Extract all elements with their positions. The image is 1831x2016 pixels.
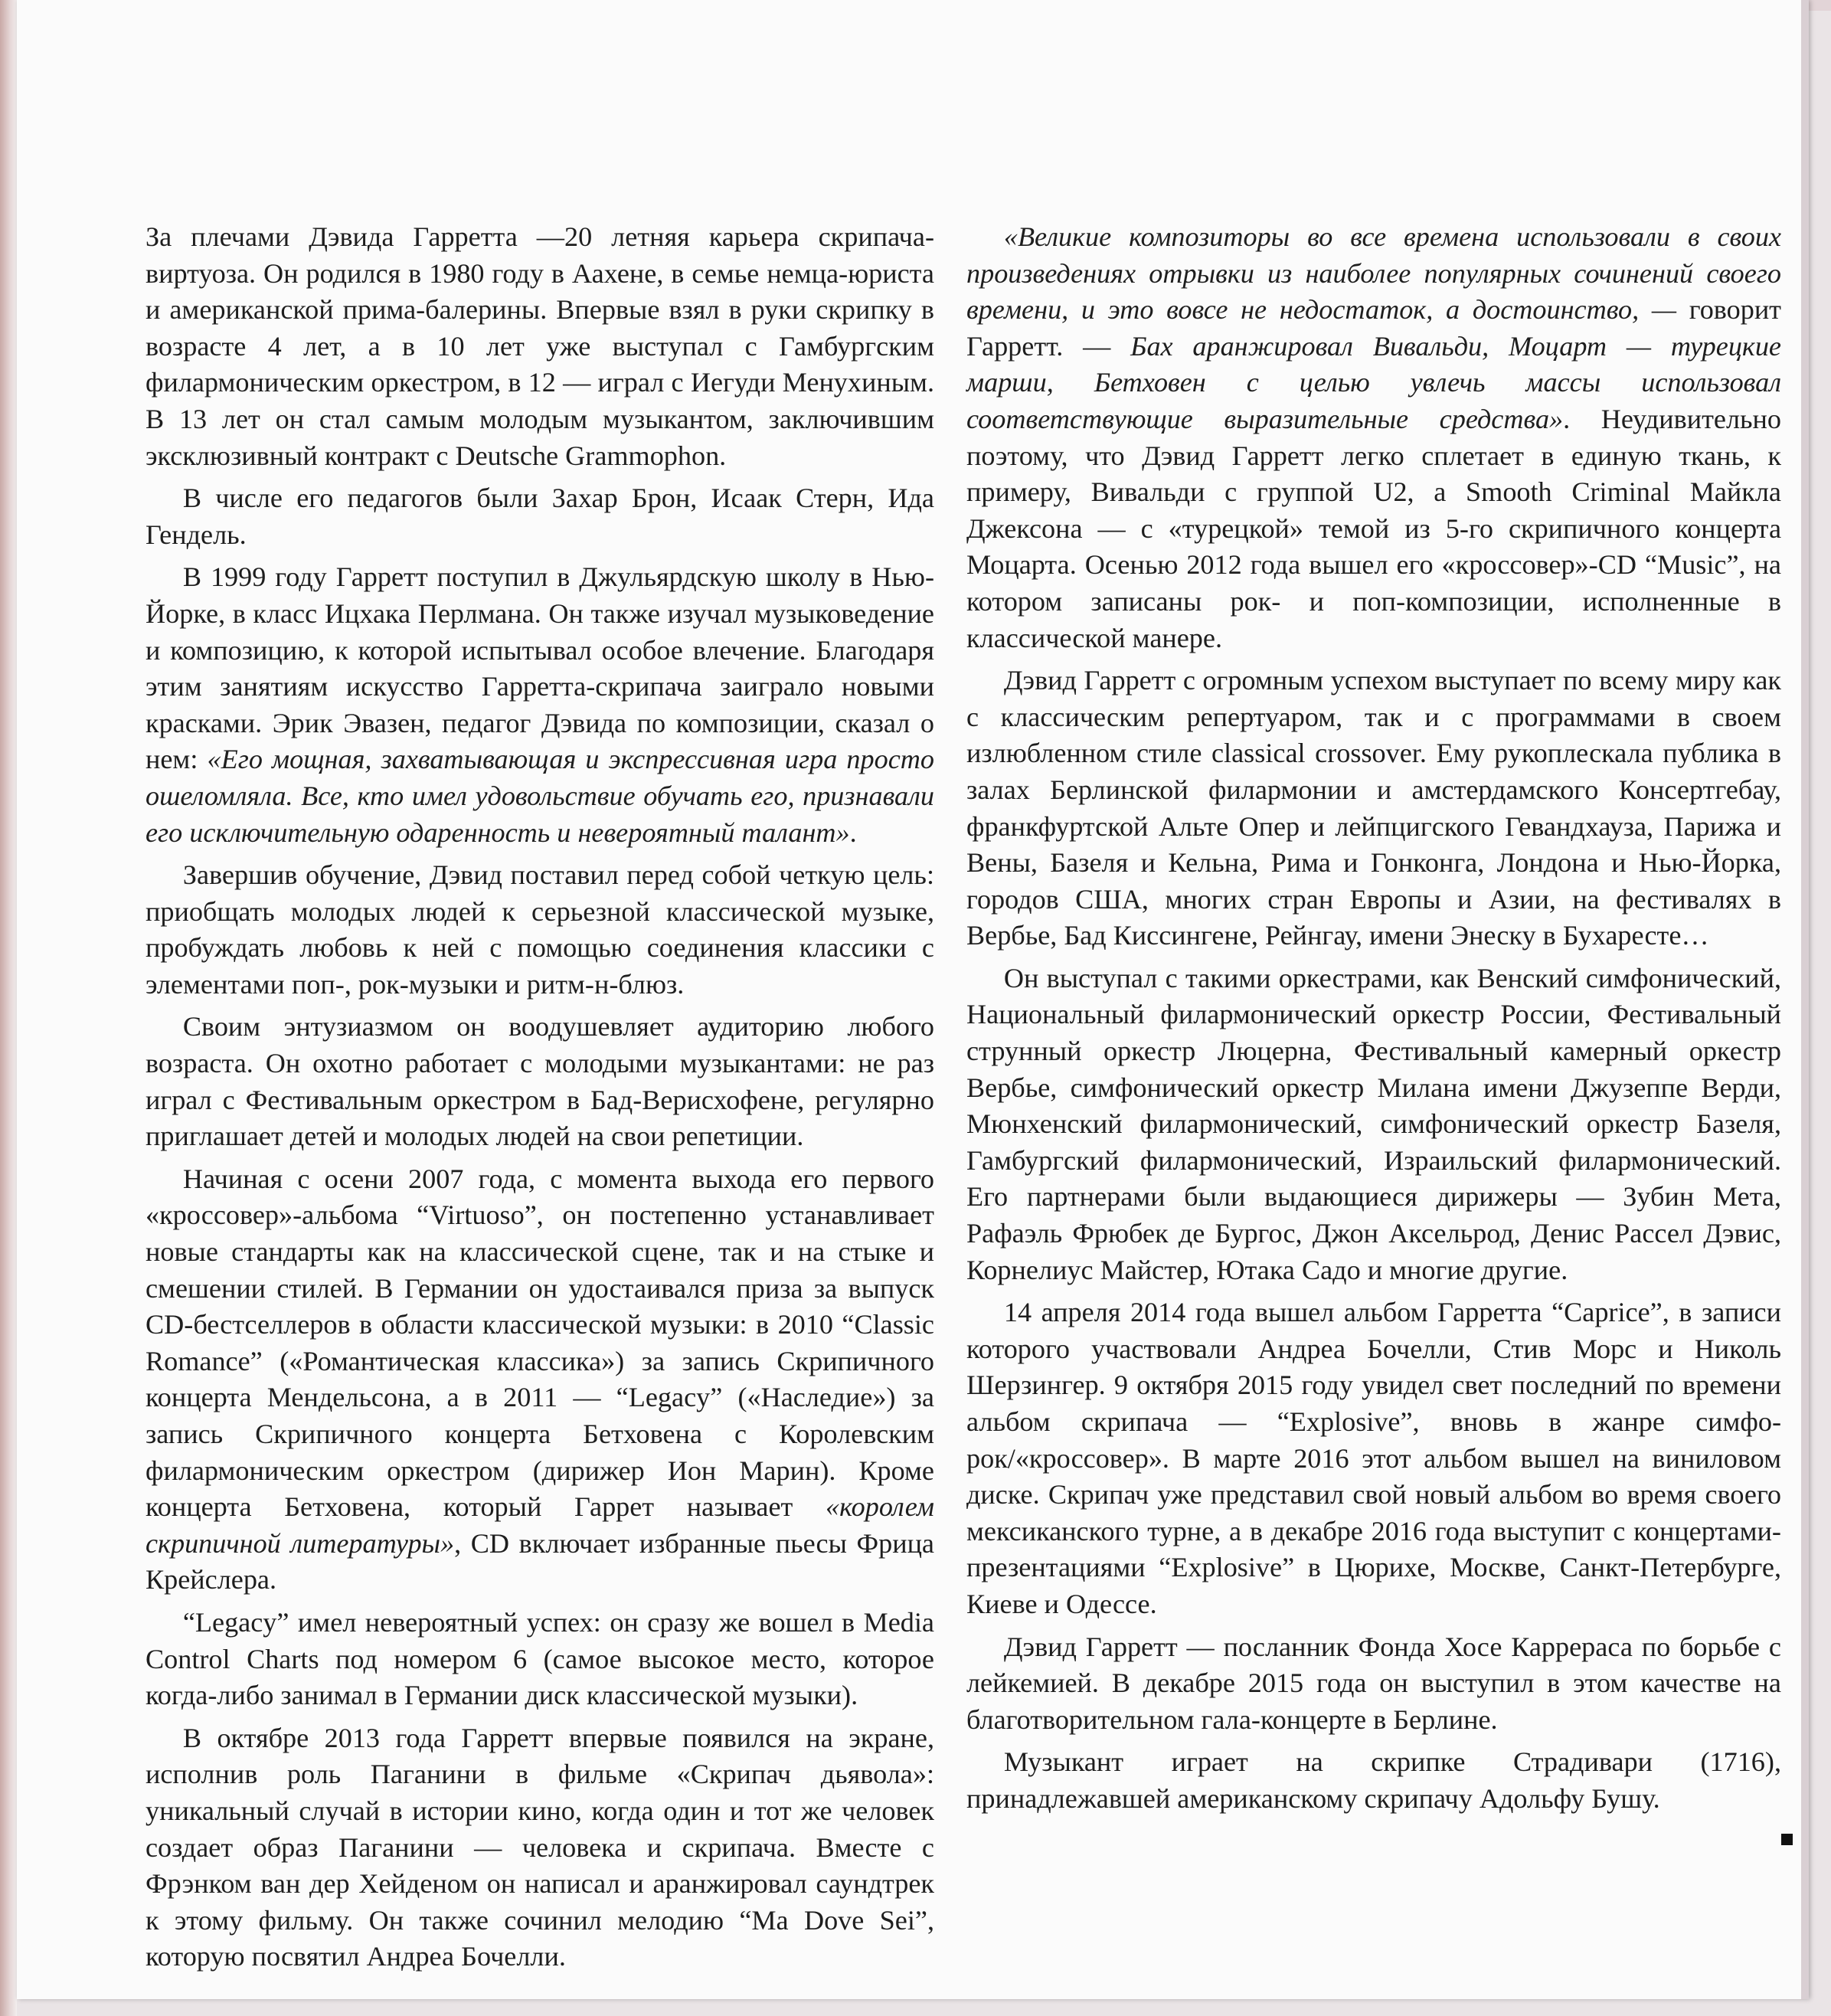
italic-quote: «королем скрипичной литературы»	[145, 1491, 934, 1559]
paragraph: В числе его педагогов были Захар Брон, Исаак Стерн, Ида Гендель.	[145, 483, 934, 550]
paragraph: Начиная с осени 2007 года, с момента выхода его первого «кроссовер»-альбома “Virtuoso”, он постепенно устанавливает новые стандарты как на классической сцене, так и на стыке и смешении стилей. В Германии он удостаивался приза за выпуск CD-бестселлеров в области классической музыки: в 2010 “Classic Romance” («Романтическая классика») за запись Скрипичного концерта Мендельсона, а в 2011 — “Legacy” («Наследие») за запись Скрипичного концерта Бетховена с Королевским филармоническим оркестром (дирижер Ион Марин). Кроме концерта Бетховена, который Гаррет называет «королем скрипичной литературы», CD включает избранные пьесы Фрица Крейслера.	[145, 1163, 934, 1595]
italic-quote: Бах аранжировал Вивальди, Моцарт — турецкие марши, Бетховен с целью увлечь массы использовал соответствующие выразительные средства»	[966, 330, 1781, 434]
end-of-article-square-icon	[1781, 1834, 1793, 1845]
paragraph: Дэвид Гарретт — посланник Фонда Хосе Каррераса по борьбе с лейкемией. В декабре 2015 года он выступил в этом качестве на благотворительном гала-концерте в Берлине.	[966, 1631, 1781, 1735]
paragraph: 14 апреля 2014 года вышел альбом Гарретта “Caprice”, в записи которого участвовали Андреа Бочелли, Стив Морс и Николь Шерзингер. 9 октября 2015 году увидел свет последний по времени альбом скрипача — “Explosive”, вновь в жанре симфо-рок/«кроссовер». В марте 2016 этот альбом вышел на виниловом диске. Скрипач уже представил свой новый альбом во время своего мексиканского турне, а в декабре 2016 года выступит с концертами-презентациями “Explosive” в Цюрихе, Москве, Санкт-Петербурге, Киеве и Одессе.	[966, 1297, 1781, 1619]
right-column	[966, 219, 1781, 1824]
paragraph: «Великие композиторы во все времена использовали в своих произведениях отрывки из наиболее популярных сочинений своего времени, и это вовсе не недостаток, а достоинство, — говорит Гарретт. — Бах аранжировал Вивальди, Моцарт — турецкие марши, Бетховен с целью увлечь массы использовал соответствующие выразительные средства». Неудивительно поэтому, что Дэвид Гарретт легко сплетает в единую ткань, к примеру, Вивальди с группой U2, а Smooth Criminal Майкла Джексона — с «турецкой» темой из 5-го скрипичного концерта Моцарта. Осенью 2012 года вышел его «кроссовер»-CD “Music”, на котором записаны рок- и поп-композиции, исполненные в классической манере.	[966, 221, 1781, 653]
paragraph: За плечами Дэвида Гарретта —20 летняя карьера скрипача-виртуоза. Он родился в 1980 году в Аахене, в семье немца-юриста и американской прима-балерины. Впервые взял в руки скрипку в возрасте 4 лет, а в 10 лет уже выступал с Гамбургским филармоническим оркестром, в 12 — играл с Иегуди Менухиным. В 13 лет он стал самым молодым музыкантом, заключившим эксклюзивный контракт с Deutsche Grammophon.	[145, 221, 934, 471]
paragraph: Завершив обучение, Дэвид поставил перед собой четкую цель: приобщать молодых людей к серьезной классической музыке, пробуждать любовь к ней с помощью соединения классики с элементами поп-, рок-музыки и ритм-н-блюз.	[145, 859, 934, 1000]
paragraph: Музыкант играет на скрипке Страдивари (1716), принадлежавшей американскому скрипачу Адольфу Бушу.	[966, 1746, 1781, 1814]
italic-quote: «Его мощная, захватывающая и экспрессивная игра просто ошеломляла. Все, кто имел удовольствие обучать его, признавали его исключительную одаренность и невероятный талант»	[145, 744, 934, 848]
paragraph: Он выступал с такими оркестрами, как Венский симфонический, Национальный филармонический оркестр России, Фестивальный струнный оркестр Люцерна, Фестивальный камерный оркестр Вербье, симфонический оркестр Милана имени Джузеппе Верди, Мюнхенский филармонический, симфонический оркестр Базеля, Гамбургский филармонический, Израильский филармонический. Его партнерами были выдающиеся дирижеры — Зубин Мета, Рафаэль Фрюбек де Бургос, Джон Аксельрод, Денис Рассел Дэвис, Корнелиус Майстер, Ютака Садо и многие другие.	[966, 962, 1781, 1285]
left-column	[145, 219, 934, 1982]
paragraph: Дэвид Гарретт с огромным успехом выступает по всему миру как с классическим репертуаром, так и с программами в своем излюбленном стиле classical crossover. Ему рукоплескала публика в залах Берлинской филармонии и амстердамского Консертгебау, франкфуртской Альте Опер и лейпцигского Гевандхауза, Парижа и Вены, Базеля и Кельна, Рима и Гонконга, Лондона и Нью-Йорка, городов США, многих стран Европы и Азии, на фестивалях в Вербье, Бад Киссингене, Рейнгау, имени Энеску в Бухаресте…	[966, 665, 1781, 951]
scan-left-edge	[0, 0, 17, 2016]
paragraph: Своим энтузиазмом он воодушевляет аудиторию любого возраста. Он охотно работает с молодыми музыкантами: не раз играл с Фестивальным оркестром в Бад-Верисхофене, регулярно приглашает детей и молодых людей на свои репетиции.	[145, 1011, 934, 1152]
italic-quote: «Великие композиторы во все времена использовали в своих произведениях отрывки из наиболее популярных сочинений своего времени, и это вовсе не недостаток, а достоинство, —	[966, 221, 1781, 326]
paragraph: “Legacy” имел невероятный успех: он сразу же вошел в Media Control Charts под номером 6 (самое высокое место, которое когда-либо занимал в Германии диск классической музыки).	[145, 1606, 934, 1711]
paragraph: В 1999 году Гарретт поступил в Джульярдскую школу в Нью-Йорке, в класс Ицхака Перлмана. Он также изучал музыковедение и композицию, к которой испытывал особое влечение. Благодаря этим занятиям искусство Гарретта-скрипача заиграло новыми красками. Эрик Эвазен, педагог Дэвида по композиции, сказал о нем: «Его мощная, захватывающая и экспрессивная игра просто ошеломляла. Все, кто имел удовольствие обучать его, признавали его исключительную одаренность и невероятный талант».	[145, 561, 934, 848]
paragraph: В октябре 2013 года Гарретт впервые появился на экране, исполнив роль Паганини в фильме «Скрипач дьявола»: уникальный случай в истории кино, когда один и тот же человек создает образ Паганини — человека и скрипача. Вместе с Фрэнком ван дер Хейденом он написал и аранжировал саундтрек к этому фильму. Он также сочинил мелодию “Ma Dove Sei”, которую посвятил Андреа Бочелли.	[145, 1722, 934, 1972]
